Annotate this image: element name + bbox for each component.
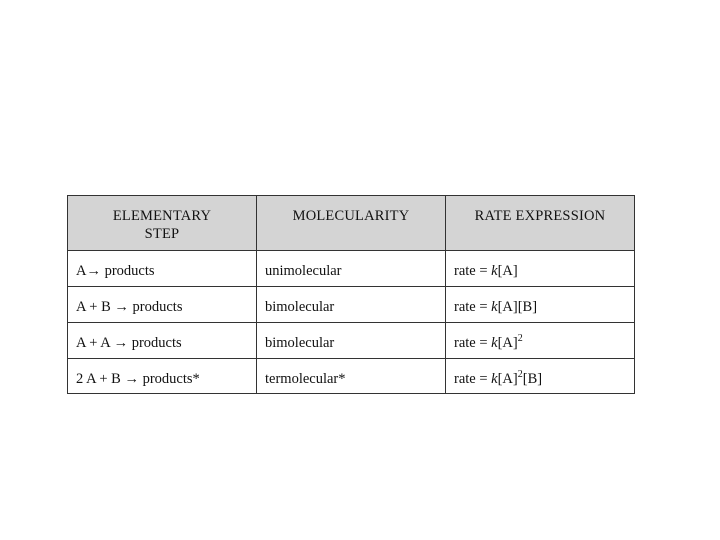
rate-cell: [446, 323, 634, 358]
rate-prefix: rate =: [454, 299, 492, 315]
rate-prefix: rate =: [454, 263, 492, 279]
step-cell: A→ products: [68, 251, 257, 286]
table-row: [68, 359, 634, 393]
molecularity-cell: termolecular*: [257, 359, 446, 393]
rate-cell: [446, 287, 634, 322]
table-header-row: [68, 196, 634, 251]
rate-exponent: 2: [517, 369, 523, 380]
rate-cell: [446, 359, 634, 393]
header-step-line1: ELEMENTARY: [112, 208, 212, 224]
step-cell: 2 A + B → products*: [68, 359, 257, 393]
rate-main: [A]: [497, 335, 518, 351]
rate-main: [A]: [497, 371, 518, 387]
header-rate-expression: RATE EXPRESSION: [474, 208, 606, 224]
rate-constant: k: [491, 371, 498, 387]
rate-prefix: rate =: [454, 371, 492, 387]
molecularity-cell: bimolecular: [257, 323, 446, 358]
rate-constant: k: [491, 299, 498, 315]
rate-constant: k: [491, 335, 498, 351]
header-step-line2: STEP: [144, 226, 180, 242]
table-row: [68, 323, 634, 359]
step-cell: A + B → products: [68, 287, 257, 322]
rate-main: [A][B]: [497, 299, 538, 315]
rate-exponent: 2: [517, 333, 523, 344]
rate-law-table: [67, 195, 635, 394]
rate-prefix: rate =: [454, 335, 492, 351]
step-cell: A + A → products: [68, 323, 257, 358]
molecularity-cell: bimolecular: [257, 287, 446, 322]
rate-constant: k: [491, 263, 498, 279]
rate-main: [A]: [497, 263, 518, 279]
rate-suffix: [B]: [522, 371, 543, 387]
header-molecularity: MOLECULARITY: [257, 196, 446, 250]
table-row: [68, 251, 634, 287]
header-elementary-step: [68, 196, 257, 250]
table-row: [68, 287, 634, 323]
rate-cell: [446, 251, 634, 286]
molecularity-cell: unimolecular: [257, 251, 446, 286]
